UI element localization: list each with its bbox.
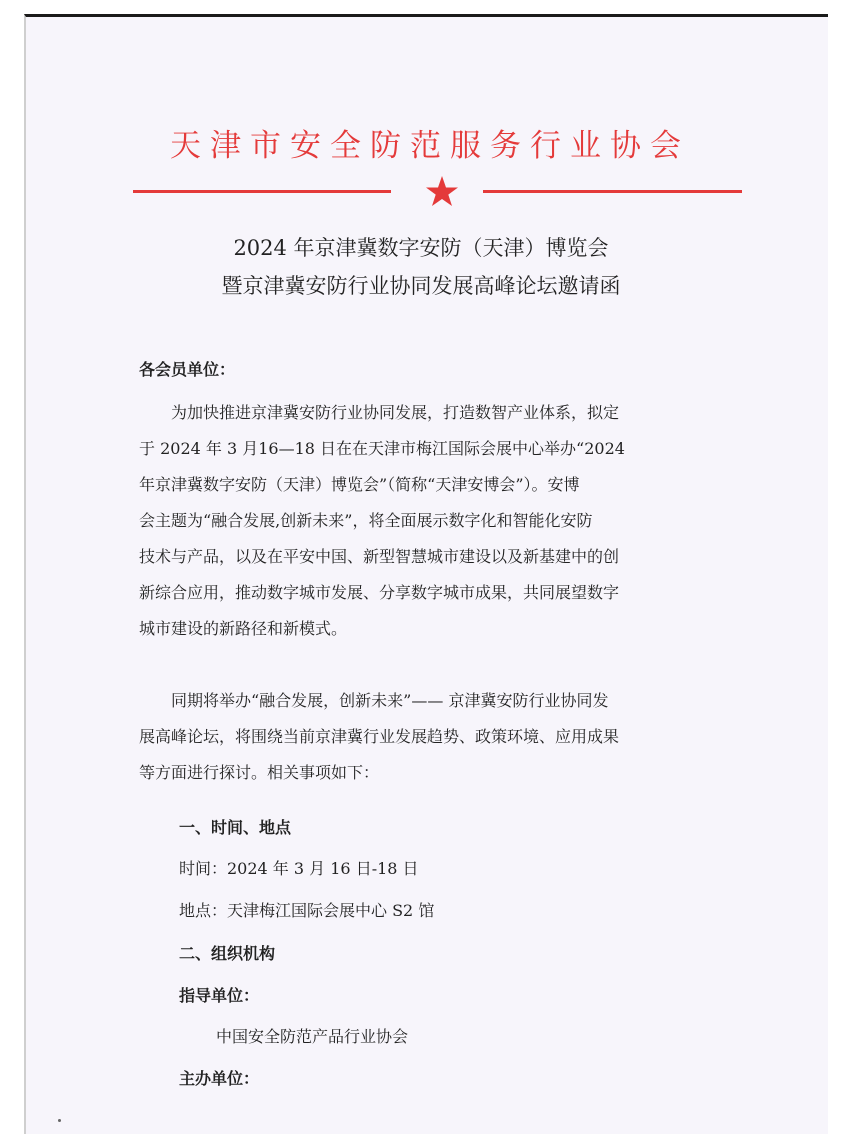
paragraph-intro bbox=[139, 395, 735, 647]
paragraph-line: 展高峰论坛，将围绕当前京津冀行业发展趋势、政策环境、应用成果 bbox=[139, 727, 620, 746]
letterhead-rule-right bbox=[483, 190, 742, 193]
paragraph-line: 为加快推进京津冀安防行业协同发展，打造数智产业体系，拟定 bbox=[171, 403, 620, 422]
section-heading-organization: 二、组织机构 bbox=[179, 944, 276, 963]
guidance-unit-label: 指导单位： bbox=[179, 986, 260, 1005]
paragraph-line: 同期将举办“融合发展，创新未来”—— 京津冀安防行业协同发 bbox=[171, 691, 609, 710]
guidance-unit-name: 中国安全防范产品行业协会 bbox=[216, 1027, 409, 1046]
paragraph-line: 会主题为“融合发展,创新未来”，将全面展示数字化和智能化安防 bbox=[139, 511, 593, 530]
host-unit-label: 主办单位： bbox=[179, 1069, 260, 1088]
section-heading-time-location: 一、时间、地点 bbox=[179, 818, 292, 837]
paragraph-line: 等方面进行探讨。相关事项如下： bbox=[139, 763, 380, 782]
event-time: 时间：2024 年 3 月 16 日-18 日 bbox=[179, 859, 419, 878]
letterhead-org-name: 天津市安全防范服务行业协会 bbox=[170, 128, 690, 164]
paragraph-line: 新综合应用，推动数字城市发展、分享数字城市成果，共同展望数字 bbox=[139, 583, 620, 602]
paragraph-line: 于 2024 年 3 月16—18 日在在天津市梅江国际会展中心举办“2024 bbox=[139, 439, 625, 458]
document-title-line-2: 暨京津冀安防行业协同发展高峰论坛邀请函 bbox=[221, 274, 621, 298]
document-title-line-1: 2024 年京津冀数字安防（天津）博览会 bbox=[233, 236, 609, 260]
letterhead-rule-left bbox=[133, 190, 391, 193]
scan-speck bbox=[58, 1119, 61, 1122]
scan-margin-left bbox=[0, 0, 18, 1148]
paragraph-line: 年京津冀数字安防（天津）博览会”（简称“天津安博会”）。安博 bbox=[139, 475, 580, 494]
paragraph-line: 技术与产品，以及在平安中国、新型智慧城市建设以及新基建中的创 bbox=[139, 547, 620, 566]
salutation: 各会员单位： bbox=[139, 360, 236, 379]
paragraph-forum bbox=[139, 683, 735, 791]
star-icon bbox=[425, 175, 459, 209]
event-location: 地点：天津梅江国际会展中心 S2 馆 bbox=[179, 901, 435, 920]
paragraph-line: 城市建设的新路径和新模式。 bbox=[139, 619, 348, 638]
